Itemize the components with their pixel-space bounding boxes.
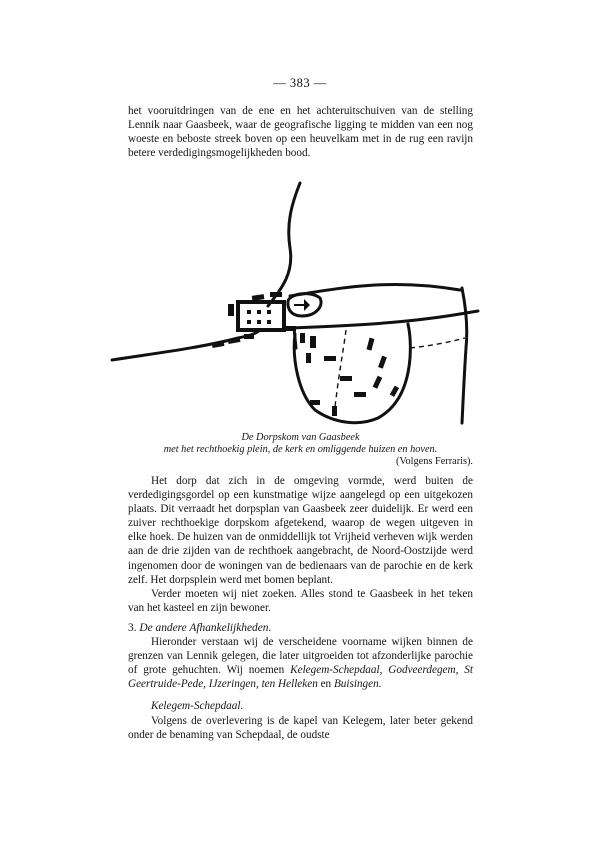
square-tree (267, 320, 271, 324)
village-map (110, 178, 480, 428)
paragraph-4-text: Hieronder verstaan wij de verscheidene voorname wijken binnen de grenzen van Lennik gelegen, die later uitgroeiden tot afzonderlijke parochie of grote gehuchten. Wij noemen (128, 636, 473, 677)
square-tree (257, 310, 261, 314)
west-road (112, 330, 260, 360)
square-tree (257, 320, 261, 324)
house (310, 400, 320, 405)
figure-caption (128, 432, 473, 469)
house (286, 326, 296, 331)
caption-subtitle: met het rechthoekig plein, de kerk en omliggende huizen en hoven. (163, 444, 438, 456)
right-boundary (462, 288, 467, 423)
section-heading (128, 621, 473, 635)
house (270, 292, 282, 297)
caption-source: (Volgens Ferraris). (395, 456, 473, 468)
house (373, 376, 383, 389)
paragraph-1: het vooruitdringen van de ene en het achteruitschuiven van de stelling Lennik naar Gaasbeek, waar de geografische ligging te midden van een nog woeste en beboste streek boven op een heuvelkam met in de rug een ravijn betere verdedigingsmogelijkheden bood. (128, 105, 473, 160)
paragraph-4-names-end: Buisingen. (333, 678, 382, 691)
house (367, 338, 375, 351)
house (244, 334, 254, 339)
north-road (268, 183, 300, 306)
paragraph-5: Volgens de overlevering is de kapel van Kelegem, later beter gekend onder de benaming van Schepdaal, de oudste (128, 714, 473, 741)
east-road (290, 311, 478, 328)
house (340, 376, 352, 381)
house (390, 386, 399, 397)
house (300, 333, 305, 343)
square-tree (247, 310, 251, 314)
paragraph-4 (128, 635, 473, 691)
section-number: 3. (128, 621, 137, 634)
house (228, 337, 241, 344)
house (354, 392, 366, 397)
paragraph-3: Verder moeten wij niet zoeken. Alles stond te Gaasbeek in het teken van het kasteel en zijn bewoner. (128, 587, 473, 614)
paragraph-4-and: en (320, 678, 332, 691)
village-square (238, 302, 284, 330)
subheading (128, 699, 473, 713)
church (294, 299, 310, 311)
subheading-text: Kelegem-Schepdaal. (151, 700, 244, 713)
paragraph-2: Het dorp dat zich in de omgeving vormde, werd buiten de verdedigingsgordel op een kunstmatige wijze aangelegd op een uitgekozen plaats. Dit verraadt het dorpsplan van Gaasbeek zeer duidelijk. Er werd een zuiver rechthoekige dorpskom afgetekend, waarop de wegen uitgeven in elke hoek. De huizen van de onmiddellijk tot Vrijheid verheven wijk werden aan de drie zijden van de rechthoek aangebracht, de Noord-Oostzijde werd ingenomen door de woningen van de bedienaars van de parochie en de kerk zelf. Het dorpsplein werd met bomen beplant. (128, 475, 473, 586)
dashed-path-1 (334, 330, 346, 416)
section-title: De andere Afhankelijkheden. (139, 621, 272, 634)
house (324, 356, 336, 361)
square-tree (247, 320, 251, 324)
house (310, 336, 316, 348)
intro-paragraph (128, 104, 473, 160)
caption-title: De Dorpskom van Gaasbeek (241, 432, 360, 443)
house (252, 294, 265, 301)
house (228, 304, 234, 316)
house (306, 353, 311, 363)
page-number: — 383 — (273, 76, 327, 90)
body-text (128, 474, 473, 742)
dashed-path-2 (410, 338, 465, 348)
house (332, 406, 337, 416)
house (378, 356, 387, 369)
square-tree (267, 310, 271, 314)
paragraph-4-names: Kelegem-Schepdaal, Godveerdegem, St Geertruide-Pede, IJzeringen, ten Helleken (128, 664, 474, 691)
